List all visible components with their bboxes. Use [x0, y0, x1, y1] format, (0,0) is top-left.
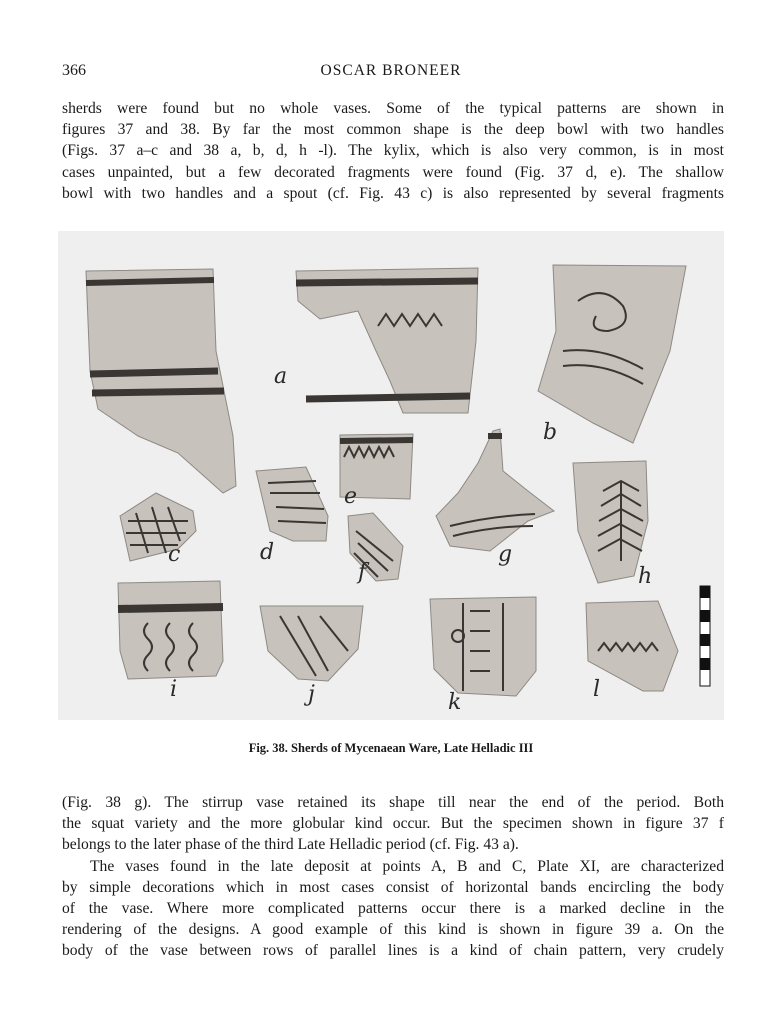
sherd-d [256, 467, 328, 541]
text-line: of the vase. Where more complicated patterns occur there is a marked decline in the [62, 900, 724, 918]
sherd-i [118, 581, 223, 679]
sherd-b [538, 265, 686, 443]
text-line: cases unpainted, but a few decorated fragments were found (Fig. 37 d, e). The shallow [62, 163, 724, 181]
label-l: l [593, 677, 601, 702]
label-f: f [358, 560, 367, 585]
label-j: j [308, 682, 315, 707]
label-d: d [260, 540, 275, 565]
text-line: body of the vase between rows of parallel lines is a kind of chain pattern, very crudely [62, 942, 724, 960]
sherd-h [573, 461, 648, 583]
sherd-a-middle [296, 268, 478, 413]
figure-plate [58, 231, 724, 720]
page-number: 366 [62, 62, 86, 79]
text-line: The vases found in the late deposit at points A, B and C, Plate XI, are characterized [90, 857, 724, 875]
running-title: OSCAR BRONEER [320, 62, 462, 79]
label-k: k [448, 690, 462, 715]
sherds-photograph [58, 231, 724, 720]
text-line: (Fig. 38 g). The stirrup vase retained its shape till near the end of the period. Both [62, 794, 724, 811]
sherd-a-left [86, 269, 236, 493]
label-a: a [274, 364, 288, 389]
text-line: belongs to the later phase of the third Late Helladic period (cf. Fig. 43 a). [62, 836, 519, 854]
top-paragraph [62, 98, 724, 204]
figure-caption: Fig. 38. Sherds of Mycenaean Ware, Late Helladic III [248, 741, 534, 755]
bottom-paragraphs [62, 792, 724, 962]
scale-bar [700, 586, 710, 686]
label-c: c [168, 542, 181, 567]
text-line: figures 37 and 38. By far the most common shape is the deep bowl with two handles [62, 121, 724, 139]
text-line: (Figs. 37 a–c and 38 a, b, d, h -l). The kylix, which is also very common, is in most [62, 142, 724, 160]
text-line: rendering of the designs. A good example of this kind is shown in figure 39 a. On the [62, 921, 724, 939]
text-line: bowl with two handles and a spout (cf. Fig. 43 c) is also represented by several fragments [62, 184, 724, 202]
label-i: i [170, 677, 178, 702]
label-g: g [498, 542, 513, 567]
text-line: the squat variety and the more globular kind occur. But the specimen shown in figure 37 f [62, 815, 724, 833]
sherd-g [436, 429, 554, 551]
text-line: sherds were found but no whole vases. Some of the typical patterns are shown in [62, 100, 724, 117]
label-e: e [344, 484, 358, 509]
text-line: by simple decorations which in most cases consist of horizontal bands encircling the body [62, 878, 724, 896]
label-h: h [638, 564, 653, 589]
label-b: b [543, 420, 558, 445]
